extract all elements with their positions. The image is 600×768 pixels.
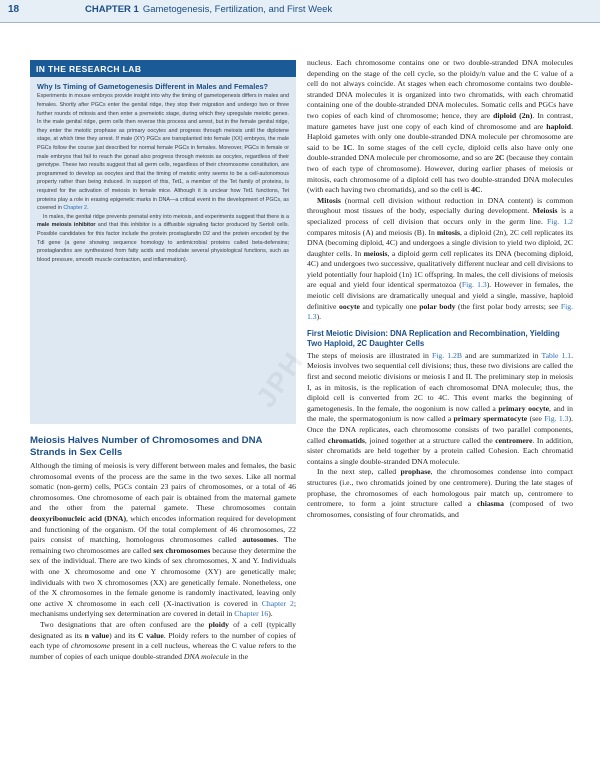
- key-term: male meiosis inhibitor: [37, 222, 96, 229]
- running-head: [85, 4, 332, 15]
- chapter-title: Gametogenesis, Fertilization, and First Week: [142, 4, 333, 15]
- body-paragraph: Although the timing of meiosis is very different between males and females, the basic chromosomal events of the process are the same in the two sexes. Like all normal somatic (non-germ) cells, PGCs contain 23 pairs of chromosomes, or a total of 46 chromosomes. One chromosome of each pair is obtained from the maternal gamete and the other from the paternal gamete. These chromosomes contain deoxyribonucleic acid (DNA), which encodes information required for development and functioning of the organism. Of the total complement of 46 chromosomes, 22 pairs consist of matching, homologous chromosomes called autosomes. The remaining two chromosomes are called sex chromosomes because they determine the sex of the individual. There are two kinds of sex chromosomes, X and Y. Individuals with one X chromosome and one Y chromosome (XY) are genetically male; individuals with two X chromosomes (XX) are genetically female. Nonetheless, one of the X chromosomes in the female genome is randomly inactivated, leaving only one active X chromosome in each cell (X-inactivation is covered in Chapter 2; mechanisms underlying sex determination are covered in detail in Chapter 16).: [30, 461, 297, 619]
- body-paragraph: In the next step, called prophase, the chromosomes condense into compact structures (i.e., two chromatids joined by one centromere). During the late stages of prophase, the chromosomes of each homologous pair match up, centromere to centromere, to form a joint structure called a chiasma (composed of two chromosomes, consisting of four chromatids, and: [307, 467, 574, 519]
- right-column: [307, 58, 573, 520]
- body-paragraph: Mitosis (normal cell division without reduction in DNA content) is common throughout most tissues of the body, especially during development. Meiosis is a specialized process of cell division that occurs only in the germ line. Fig. 1.2 compares mitosis (A) and meiosis (B). In mitosis, a diploid (2n), 2C cell replicates its DNA (becoming diploid, 4C) and undergoes a single division to yield two diploid, 2C daughter cells. In meiosis, a diploid germ cell replicates its DNA (becoming diploid, 4C) and undergoes two successive, qualitatively different nuclear and cell divisions to yield potentially four haploid (1n) 1C offspring. In males, the cell divisions of meiosis are equal and yield four identical spermatozoa (Fig. 1.3). However in females, the meiotic cell divisions are dramatically unequal and yield a single, massive, haploid definitive oocyte and typically one polar body (the first polar body arrests; see Fig. 1.3).: [307, 195, 574, 322]
- page-number: 18: [8, 4, 20, 15]
- table-link[interactable]: Table 1.1: [541, 350, 572, 360]
- research-lab-box: [30, 60, 296, 424]
- figure-link[interactable]: Fig. 1.3: [307, 301, 574, 322]
- figure-link[interactable]: Fig. 1.3: [461, 280, 487, 290]
- research-lab-title: Why Is Timing of Gametogenesis Different in Males and Females?: [37, 82, 269, 91]
- figure-link[interactable]: Fig. 1.3: [544, 414, 569, 424]
- body-paragraph: Two designations that are often confused are the ploidy of a cell (typically designated as its n value) and its C value. Ploidy refers to the number of copies of each type of chromosome present in a cell nucleus, whereas the C value refers to the number of copies of each unique double-stranded DNA molecule in the: [30, 619, 297, 661]
- chapter-2-link[interactable]: Chapter 2: [261, 598, 294, 608]
- chapter-2-link[interactable]: Chapter 2: [63, 205, 88, 212]
- page-header: [0, 0, 600, 23]
- chapter-label: CHAPTER 1: [85, 4, 139, 15]
- body-paragraph: nucleus. Each chromosome contains one or two double-stranded DNA molecules depending on the stage of the cell cycle, so the ploidy/n value and the C value of a cell do not always coincide. At stages when each chromosome contains two double-stranded DNA molecules it is organized into two chromatids, with each chromatid containing one of the double-stranded DNA molecules. Somatic cells and PGCs have two copies of each kind of chromosome; hence, they are diploid (2n). In contrast, mature gametes have just one copy of each kind of chromosome and are haploid. Haploid gametes with only one double-stranded DNA molecule per chromosome are said to be 1C. In some stages of the cell cycle, diploid cells also have only one double-stranded DNA molecule per chromosome, and so are 2C (because they contain two of each type of chromosome). However, during earlier phases of meiosis or mitosis, each chromosome of a diploid cell has two double-stranded DNA molecules (with each having two chromatids), and so the cell is 4C.: [307, 58, 574, 195]
- figure-link[interactable]: Fig. 1.2B: [432, 350, 463, 360]
- body-paragraph: The steps of meiosis are illustrated in Fig. 1.2B and are summarized in Table 1.1. Meiosis involves two sequential cell divisions; thus, these two divisions are called the first and second meiotic divisions or meiosis I and II. The preliminary step in meiosis I, as in mitosis, is the replication of each chromosomal DNA molecule; thus, the diploid cell is converted from 2C to 4C. This event marks the beginning of gametogenesis. In the female, the oogonium is now called a primary oocyte, and in the male, the spermatogonium is now called a primary spermatocyte (see Fig. 1.3). Once the DNA replicates, each chromosome consists of two parallel components, called chromatids, joined together at a structure called the centromere. In addition, sister chromatids are held together by a protein called Cohesion. Each chromatid contains a single double-stranded DNA molecule.: [307, 350, 574, 466]
- watermark: JPH: [250, 345, 311, 413]
- research-lab-paragraph-2: In males, the genital ridge prevents prenatal entry into meiosis, and experiments suggest that there is a male meiosis inhibitor and that this inhibitor is a diffusible signaling factor produced by Sertoli cells. Possible candidates for this factor include the protein prostaglandin D2 and the protein encoded by the Tdl gene (a gene showing sequence homology to antimicrobial proteins called beta-defensins; prostaglandins are synthesized from fatty acids and modulate several physiological functions, such as blood pressure, smooth muscle contraction, and inflammation).: [37, 213, 290, 263]
- research-lab-body: [30, 77, 296, 264]
- figure-link[interactable]: Fig. 1.2: [546, 216, 573, 226]
- research-lab-label: IN THE RESEARCH LAB: [30, 60, 296, 77]
- chapter-16-link[interactable]: Chapter 16: [234, 609, 269, 619]
- subsection-heading: First Meiotic Division: DNA Replication and Recombination, Yielding Two Haploid, 2C Daughter Cells: [307, 328, 560, 348]
- research-lab-paragraph-1: Experiments in mouse embryos provide insight into why the timing of gametogenesis differs in males and females. Shortly after PGCs enter the genital ridge, they stop their migration and undergo two or three further rounds of mitosis and then enter a premeiotic stage, during which they upregulate meiotic genes. In the male genital ridge, germ cells then reverse this process and arrest, but in the female genital ridge, they enter the meiotic prophase as primary oocytes and progress through meiosis until the diplotene stage, at which time they arrest. If male (XY) PGCs are transplanted into female (XX) embryos, the male PGCs follow the course just described for normal female PGCs in females. Moreover, PGCs in female or male embryos that fail to reach the gonad also progress through meiosis as oocytes, regardless of their genotype. These two results suggest that all germ cells, regardless of their chromosome constitution, are programmed to develop as oocytes and that the timing of meiotic entry seems to be a cell-autonomous property rather than being induced. In support of this, Tet1, a member of the Tet family of proteins, is required for the activation of meiosis in female mice. Although it is unclear how Tet1 functions, Tet proteins play a role in erasing epigenetic marks in DNA—a critical event in the development of PGCs, as covered in Chapter 2.: [37, 93, 289, 212]
- section-heading: Meiosis Halves Number of Chromosomes and DNA Strands in Sex Cells: [30, 435, 263, 458]
- left-column: [30, 435, 296, 662]
